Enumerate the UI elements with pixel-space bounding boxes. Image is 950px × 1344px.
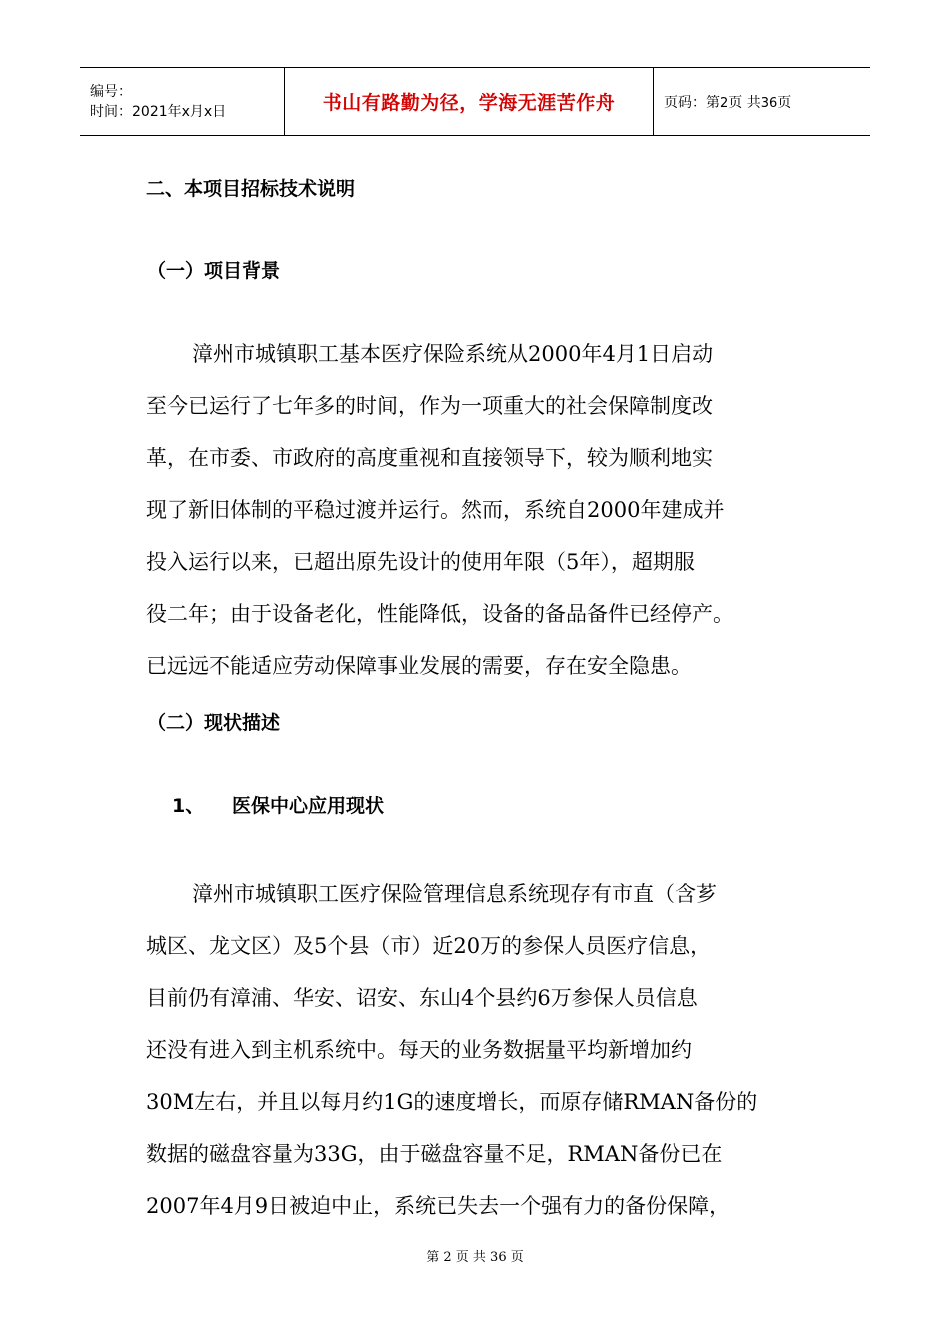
- page-footer: 第 2 页 共 36 页: [426, 1250, 524, 1265]
- paragraph-application-status: [146, 868, 757, 1232]
- paragraph-line: 至今已运行了七年多的时间，作为一项重大的社会保障制度改: [146, 394, 713, 418]
- paragraph-line: 现了新旧体制的平稳过渡并运行。然而，系统自2000年建成并: [146, 498, 725, 522]
- header-motto-cell: [284, 68, 654, 135]
- item-number: 1、: [172, 795, 205, 817]
- paragraph-line: 已远远不能适应劳动保障事业发展的需要，存在安全隐患。: [146, 654, 692, 678]
- header-motto: 书山有路勤为径，学海无涯苦作舟: [322, 92, 616, 114]
- paragraph-line: 投入运行以来，已超出原先设计的使用年限（5年），超期服: [146, 550, 695, 574]
- paragraph-line: 数据的磁盘容量为33G，由于磁盘容量不足，RMAN备份已在: [146, 1142, 723, 1166]
- paragraph-line: 漳州市城镇职工医疗保险管理信息系统现存有市直（含芗: [192, 882, 717, 906]
- item-title: 医保中心应用现状: [232, 795, 385, 817]
- paragraph-line: 30M左右，并且以每月约1G的速度增长，而原存储RMAN备份的: [146, 1090, 758, 1114]
- header-page-cell: [654, 68, 870, 135]
- paragraph-line: 革，在市委、市政府的高度重视和直接领导下，较为顺利地实: [146, 446, 713, 470]
- paragraph-project-background: [146, 328, 734, 692]
- header-page-info: [664, 92, 870, 112]
- paragraph-line: 役二年；由于设备老化，性能降低，设备的备品备件已经停产。: [146, 602, 734, 626]
- page-middle: 页 共: [728, 94, 761, 111]
- page-prefix: 页码：第: [664, 94, 720, 111]
- item-heading: [172, 791, 384, 818]
- document-time-label: 时间：2021年x月x日: [90, 103, 227, 120]
- paragraph-line: 目前仍有漳浦、华安、诏安、东山4个县约6万参保人员信息: [146, 986, 698, 1010]
- section-title: 二、本项目招标技术说明: [146, 178, 356, 200]
- page-suffix: 页: [777, 94, 792, 111]
- page-total: 36: [760, 95, 778, 111]
- document-number-label: 编号：: [90, 83, 132, 100]
- paragraph-line: 漳州市城镇职工基本医疗保险系统从2000年4月1日启动: [192, 342, 714, 366]
- paragraph-line: 2007年4月9日被迫中止，系统已失去一个强有力的备份保障，: [146, 1194, 731, 1218]
- paragraph-line: 城区、龙文区）及5个县（市）近20万的参保人员医疗信息，: [146, 934, 712, 958]
- page-current: 2: [720, 95, 729, 111]
- header-left-cell: [80, 68, 284, 135]
- page-header: [80, 67, 870, 136]
- paragraph-line: 还没有进入到主机系统中。每天的业务数据量平均新增加约: [146, 1038, 692, 1062]
- subsection-title-background: （一）项目背景: [147, 260, 281, 282]
- subsection-title-status: （二）现状描述: [147, 712, 281, 734]
